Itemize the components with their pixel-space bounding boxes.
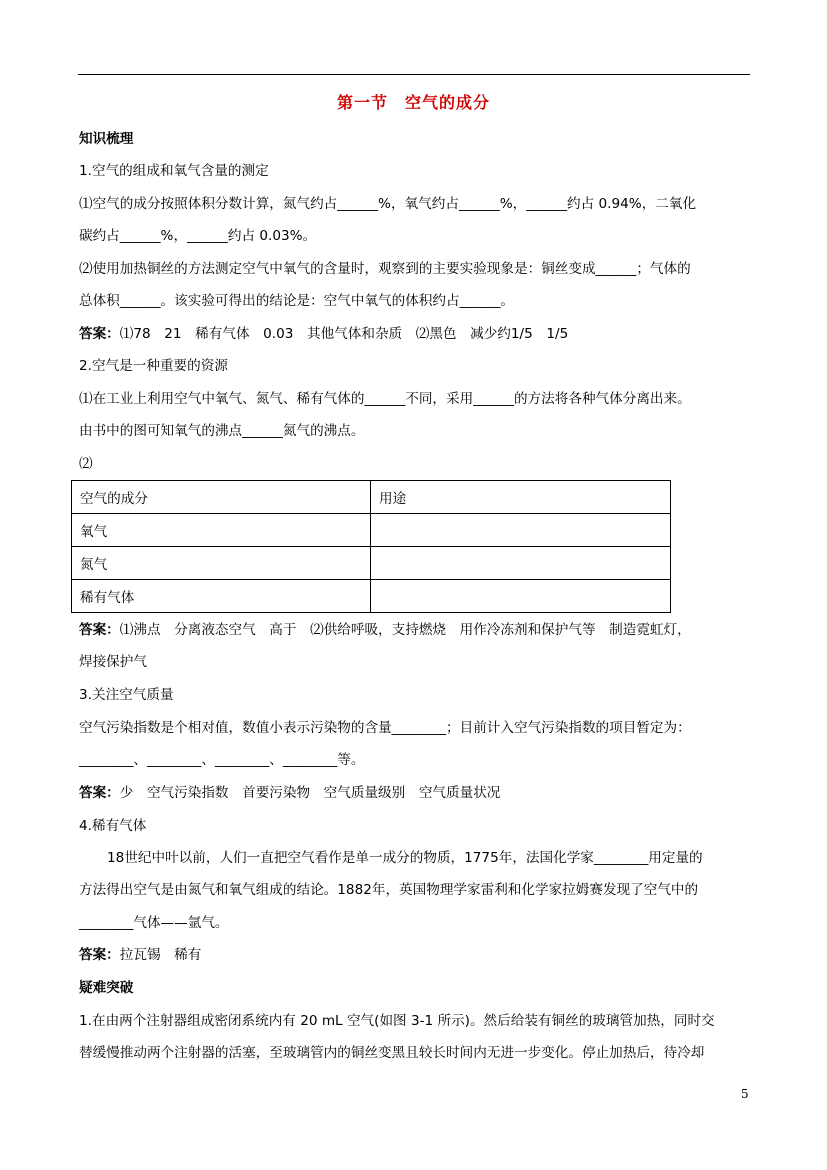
d1-line1: 1.在由两个注射器组成密闭系统内有 20 mL 空气(如图 3-1 所示)。然后给装有铜丝的玻璃管加热，同时交 [79,1013,715,1029]
q2-part2-label: ⑵ [79,456,93,472]
table-cell: 氮气 [72,547,371,580]
answer-text: 拉瓦锡 稀有 [119,947,202,963]
table-cell [371,580,671,613]
q1-part2-line2: 总体积______。该实验可得出的结论是：空气中氧气的体积约占______。 [79,293,514,309]
table-header-row [72,481,671,514]
q1-part1-line1: ⑴空气的成分按照体积分数计算，氮气约占______%，氧气约占______%，______约占 0.94%，二氧化 [79,196,697,212]
q4-line3: ________气体——氩气。 [79,915,229,931]
table-row [72,514,671,547]
q2-part1-line1: ⑴在工业上利用空气中氧气、氮气、稀有气体的______不同，采用______的方法将各种气体分离出来。 [79,391,691,407]
table-row [72,580,671,613]
d1-line2: 替缓慢推动两个注射器的活塞，至玻璃管内的铜丝变黑且较长时间内无进一步变化。停止加热后，待冷却 [79,1045,705,1061]
q3-line1: 空气污染指数是个相对值，数值小表示污染物的含量________；目前计入空气污染指数的项目暂定为： [79,720,691,736]
q2-answer-line2: 焊接保护气 [79,654,147,670]
page-number: 5 [741,1087,749,1101]
table-cell [371,547,671,580]
answer-label: 答案： [79,622,120,638]
q1-part1-line2: 碳约占______%，______约占 0.03%。 [79,228,317,244]
answer-label: 答案： [79,326,120,342]
q4-line2: 方法得出空气是由氮气和氧气组成的结论。1882年，英国物理学家雷利和化学家拉姆赛发现了空气中的 [79,882,699,898]
table-cell: 氧气 [72,514,371,547]
answer-label: 答案： [79,947,120,963]
q3-line2: ________、________、________、________等。 [79,752,365,768]
q1-title: 1.空气的组成和氧气含量的测定 [79,163,269,179]
answer-label: 答案： [79,785,120,801]
table-cell: 稀有气体 [72,580,371,613]
q4-title: 4.稀有气体 [79,818,147,834]
page-title: 第一节 空气的成分 [336,93,490,112]
q4-answer [79,946,201,964]
answer-text: 少 空气污染指数 首要污染物 空气质量级别 空气质量状况 [119,785,501,801]
q4-line1: 18世纪中叶以前，人们一直把空气看作是单一成分的物质，1775年，法国化学家________用定量的 [107,850,703,866]
answer-text: ⑴沸点 分离液态空气 高于 ⑵供给呼吸，支持燃烧 用作冷冻剂和保护气等 制造霓虹灯， [119,622,691,638]
section-heading-knowledge: 知识梳理 [79,131,134,147]
table-header-cell: 用途 [371,481,671,514]
q2-answer-line1 [79,621,691,639]
q3-answer [79,784,500,802]
q1-part2-line1: ⑵使用加热铜丝的方法测定空气中氧气的含量时，观察到的主要实验现象是：铜丝变成______；气体的 [79,261,691,277]
header-rule [78,74,750,75]
gas-uses-table [71,480,671,613]
q3-title: 3.关注空气质量 [79,687,174,703]
q2-part1-line2: 由书中的图可知氧气的沸点______氮气的沸点。 [79,423,365,439]
table-cell [371,514,671,547]
answer-text: ⑴78 21 稀有气体 0.03 其他气体和杂质 ⑵黑色 减少约1/5 1/5 [119,326,569,342]
section-heading-difficulties: 疑难突破 [79,980,134,996]
table-header-cell: 空气的成分 [72,481,371,514]
q2-title: 2.空气是一种重要的资源 [79,358,228,374]
table-row [72,547,671,580]
q1-answer [79,325,568,343]
